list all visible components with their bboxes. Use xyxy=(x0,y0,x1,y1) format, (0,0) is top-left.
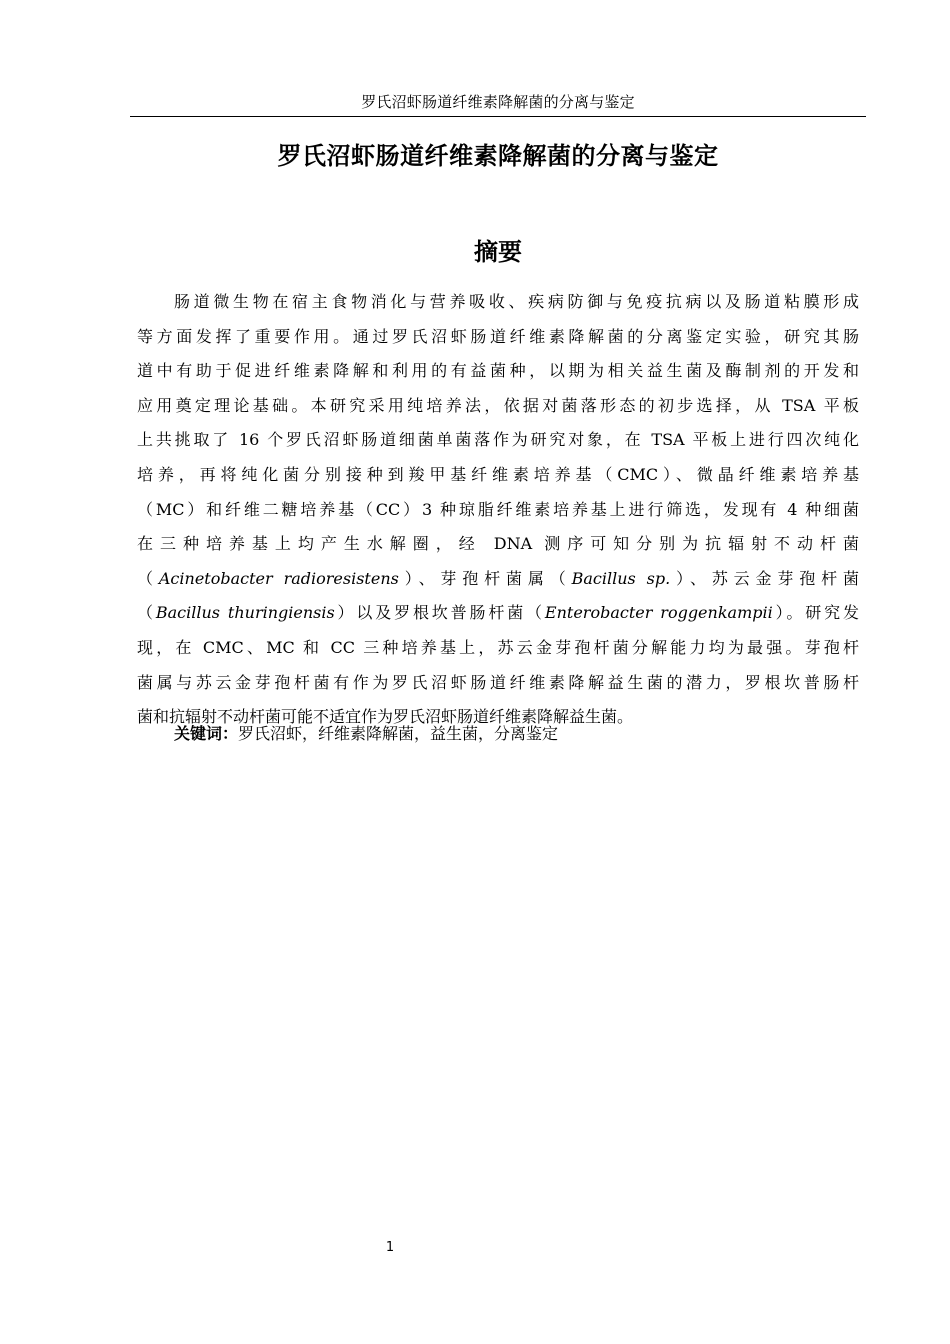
keywords-text: 罗氏沼虾，纤维素降解菌，益生菌，分离鉴定 xyxy=(238,724,559,743)
abstract-line xyxy=(137,320,859,355)
keywords-label: 关键词： xyxy=(174,724,239,743)
abstract-line xyxy=(137,354,859,389)
abstract-line xyxy=(137,666,859,701)
species-name: Bacillus sp. xyxy=(571,568,671,588)
abstract-text: 道中有助于促进纤维素降解和利用的有益菌种，以期为相关益生菌及酶制剂的开发和 xyxy=(137,361,859,381)
abstract-line xyxy=(137,423,859,458)
abstract-line xyxy=(137,285,859,320)
species-name: Acinetobacter radioresistens xyxy=(158,568,399,588)
abstract-text: 在三种培养基上均产生水解圈，经 DNA 测序可知分别为抗辐射不动杆菌 xyxy=(137,534,859,554)
abstract-text: 菌和抗辐射不动杆菌可能不适宜作为罗氏沼虾肠道纤维素降解益生菌。 xyxy=(137,707,634,727)
abstract-text: 应用奠定理论基础。本研究采用纯培养法，依据对菌落形态的初步选择，从 TSA 平板 xyxy=(137,395,859,415)
abstract-line xyxy=(137,562,859,597)
species-name: Bacillus thuringiensis xyxy=(155,603,335,623)
species-name: Enterobacter roggenkampii xyxy=(544,603,773,623)
abstract-text: ）、苏云金芽孢杆菌 xyxy=(670,568,859,588)
abstract-line xyxy=(137,493,859,528)
running-header: 罗氏沼虾肠道纤维素降解菌的分离与鉴定 xyxy=(361,93,635,111)
abstract-body xyxy=(137,285,859,735)
abstract-text: ）。研究发 xyxy=(772,603,859,623)
abstract-heading: 摘要 xyxy=(474,238,522,266)
abstract-line xyxy=(137,631,859,666)
paper-title: 罗氏沼虾肠道纤维素降解菌的分离与鉴定 xyxy=(277,142,719,170)
abstract-line xyxy=(137,389,859,424)
abstract-line xyxy=(137,596,859,631)
abstract-text: 培养，再将纯化菌分别接种到羧甲基纤维素培养基（CMC）、微晶纤维素培养基 xyxy=(137,464,859,484)
page-number: 1 xyxy=(385,1240,395,1255)
header-rule xyxy=(130,116,866,117)
abstract-text: 等方面发挥了重要作用。通过罗氏沼虾肠道纤维素降解菌的分离鉴定实验，研究其肠 xyxy=(137,326,859,346)
abstract-line xyxy=(137,527,859,562)
abstract-text: 上共挑取了 16 个罗氏沼虾肠道细菌单菌落作为研究对象，在 TSA 平板上进行四次纯化 xyxy=(137,430,859,450)
abstract-text: 现，在 CMC、MC 和 CC 三种培养基上，苏云金芽孢杆菌分解能力均为最强。芽孢杆 xyxy=(137,637,859,657)
abstract-text: ）以及罗根坎普肠杆菌（ xyxy=(334,603,545,623)
abstract-text: （ xyxy=(137,603,156,623)
keywords xyxy=(174,717,558,751)
abstract-text: （ xyxy=(137,568,159,588)
abstract-text: 肠道微生物在宿主食物消化与营养吸收、疾病防御与免疫抗病以及肠道粘膜形成 xyxy=(174,292,859,311)
abstract-text: ）、芽孢杆菌属（ xyxy=(398,568,572,588)
abstract-text: 菌属与苏云金芽孢杆菌有作为罗氏沼虾肠道纤维素降解益生菌的潜力，罗根坎普肠杆 xyxy=(137,672,859,692)
abstract-text: （MC）和纤维二糖培养基（CC）3 种琼脂纤维素培养基上进行筛选，发现有 4 种细菌 xyxy=(137,499,859,519)
abstract-line xyxy=(137,458,859,493)
